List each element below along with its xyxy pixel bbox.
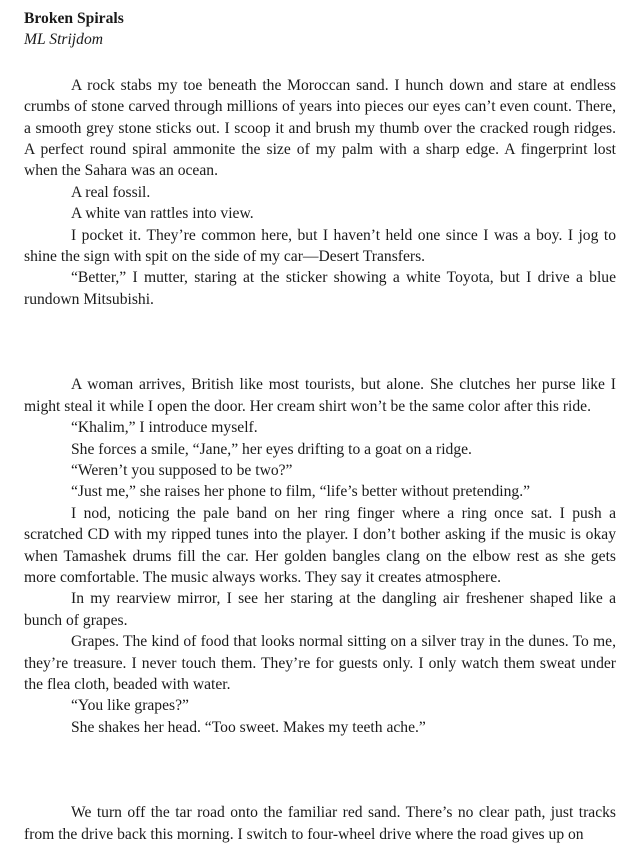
section-break [24,738,616,802]
section-1 [24,75,616,310]
paragraph: “Weren’t you supposed to be two?” [71,461,293,479]
paragraph: She shakes her head. “Too sweet. Makes my teeth ache.” [71,718,426,736]
paragraph: A woman arrives, British like most tourists, but alone. She clutches her purse like I might steal it while I open the door. Her cream shirt won’t be the same color after this ride. [24,376,616,415]
story-author: ML Strijdom [24,31,103,49]
section-break [24,310,616,374]
paragraph: “Just me,” she raises her phone to film, “life’s better without pretending.” [71,483,531,501]
paragraph: “Khalim,” I introduce myself. [71,419,258,437]
paragraph: “You like grapes?” [71,697,189,715]
document-page [24,8,616,845]
paragraph: A rock stabs my toe beneath the Moroccan sand. I hunch down and stare at endless crumbs of stone carved through millions of years into pieces our eyes can’t even count. There, a smooth grey stone sticks out. I scoop it and brush my thumb over the cracked rough ridges. A perfect round spiral ammonite the size of my palm with a sharp edge. A fingerprint lost when the Sahara was an ocean. [24,76,616,180]
paragraph: Grapes. The kind of food that looks normal sitting on a silver tray in the dunes. To me, they’re treasure. I never touch them. They’re for guests only. I only watch them sweat under the flea cloth, beaded with water. [24,633,616,693]
paragraph: “Better,” I mutter, staring at the sticker showing a white Toyota, but I drive a blue rundown Mitsubishi. [24,269,616,308]
section-3 [24,802,616,845]
paragraph: A white van rattles into view. [71,205,254,223]
story-title: Broken Spirals [24,10,124,27]
paragraph: A real fossil. [71,183,151,201]
section-2 [24,374,616,738]
paragraph: She forces a smile, “Jane,” her eyes drifting to a goat on a ridge. [71,440,472,458]
paragraph: In my rearview mirror, I see her staring at the dangling air freshener shaped like a bunch of grapes. [24,590,616,629]
paragraph: We turn off the tar road onto the familiar red sand. There’s no clear path, just tracks from the drive back this morning. I switch to four-wheel drive where the road gives up on [24,804,616,843]
paragraph: I pocket it. They’re common here, but I haven’t held one since I was a boy. I jog to shine the sign with spit on the side of my car—Desert Transfers. [24,226,616,266]
paragraph: I nod, noticing the pale band on her ring finger where a ring once sat. I push a scratched CD with my ripped tunes into the player. I don’t bother asking if the music is okay when Tamashek drums fill the car. Her golden bangles clang on the elbow rest as she gets more comfortable. The music always works. They say it creates atmosphere. [24,504,616,586]
